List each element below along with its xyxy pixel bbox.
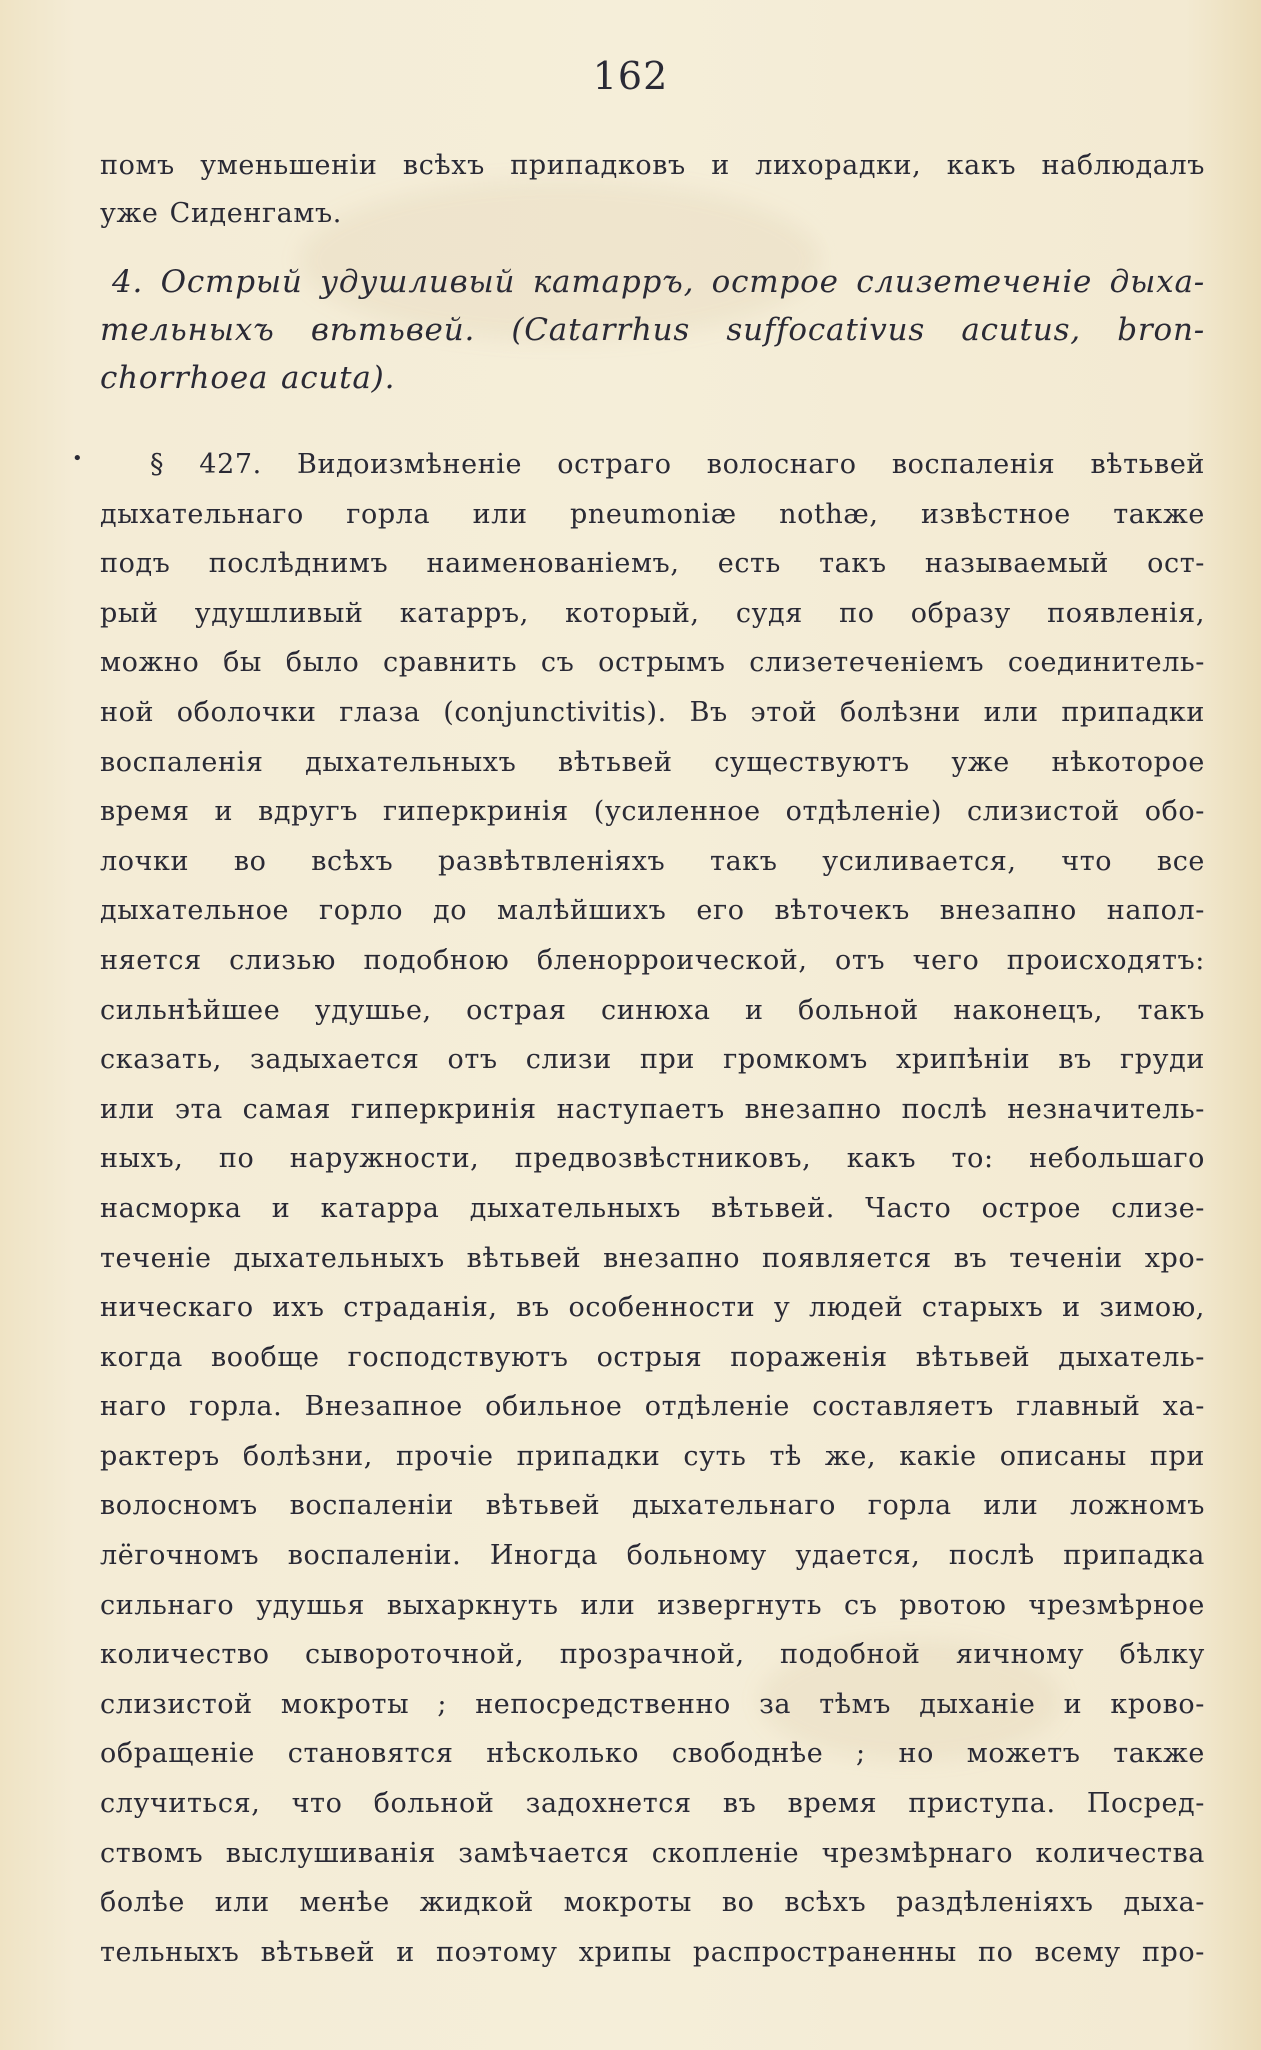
text-line: ныхъ, по наружности, предвозвѣстниковъ, какъ то: небольшаго	[100, 1143, 1205, 1175]
heading-line: тельныхъ вѣтьвей. (Catarrhus suffocativus acutus, bron-	[100, 312, 1205, 348]
text-line: количество сывороточной, прозрачной, подобной яичному бѣлку	[100, 1639, 1205, 1671]
text-line: подъ послѣднимъ наименованіемъ, есть такъ называемый ост-	[100, 548, 1205, 580]
continuation-text	[100, 142, 1205, 238]
text-line: тельныхъ вѣтьвей и поэтому хрипы распространенны по всему про-	[100, 1936, 1205, 1968]
text-line: сказать, задыхается отъ слизи при громкомъ хрипѣніи въ груди	[100, 1044, 1205, 1076]
text-line: болѣе или менѣе жидкой мокроты во всѣхъ раздѣленіяхъ дыха-	[100, 1887, 1205, 1919]
text-line: случиться, что больной задохнется въ время приступа. Посред-	[100, 1788, 1205, 1820]
margin-mark: •	[72, 448, 83, 469]
text-line: волосномъ воспаленіи вѣтьвей дыхательнаго горла или ложномъ	[100, 1490, 1205, 1522]
text-line: насморка и катарра дыхательныхъ вѣтьвей. Часто острое слизе-	[100, 1192, 1205, 1224]
text-line: рактеръ болѣзни, прочіе припадки суть тѣ же, какіе описаны при	[100, 1440, 1205, 1472]
text-line: рый удушливый катарръ, который, судя по образу появленія,	[100, 597, 1205, 629]
text-line: или эта самая гиперкринія наступаетъ внезапно послѣ незначитель-	[100, 1093, 1205, 1125]
text-line: сильнаго удушья выхаркнуть или извергнуть съ рвотою чрезмѣрное	[100, 1589, 1205, 1621]
text-line: наго горла. Внезапное обильное отдѣленіе составляетъ главный ха-	[100, 1391, 1205, 1423]
text-line: когда вообще господствуютъ острыя пораженія вѣтьвей дыхатель-	[100, 1341, 1205, 1373]
text-line: уже Сиденгамъ.	[100, 198, 342, 229]
text-line: дыхательнаго горла или pneumoniæ nothæ, извѣстное также	[100, 498, 1205, 530]
text-line: лёгочномъ воспаленіи. Иногда больному удается, послѣ припадка	[100, 1540, 1205, 1572]
text-line: помъ уменьшеніи всѣхъ припадковъ и лихорадки, какъ наблюдалъ	[100, 150, 1205, 181]
text-line: ническаго ихъ страданія, въ особенности у людей старыхъ и зимою,	[100, 1292, 1205, 1324]
text-line: дыхательное горло до малѣйшихъ его вѣточекъ внезапно напол-	[100, 895, 1205, 927]
text-line: можно бы было сравнить съ острымъ слизетеченіемъ соединитель-	[100, 647, 1205, 679]
text-line: сильнѣйшее удушье, острая синюха и больной наконецъ, такъ	[100, 994, 1205, 1026]
heading-line: 4. Острый удушливый катарръ, острое слизетеченіе дыха-	[112, 264, 1205, 300]
heading-line: chorrhoea acuta).	[100, 360, 396, 396]
text-line: ной оболочки глаза (conjunctivitis). Въ этой болѣзни или припадки	[100, 696, 1205, 728]
page-number: 162	[592, 54, 669, 98]
text-line: ствомъ выслушиванія замѣчается скопленіе чрезмѣрнаго количества	[100, 1837, 1205, 1869]
text-line: обращеніе становятся нѣсколько свободнѣе ; но можетъ также	[100, 1738, 1205, 1770]
section-heading	[100, 258, 1205, 402]
text-line: лочки во всѣхъ развѣтвленіяхъ такъ усиливается, что все	[100, 845, 1205, 877]
text-line: § 427. Видоизмѣненіе остраго волоснаго воспаленія вѣтьвей	[150, 449, 1205, 480]
text-line: няется слизью подобною бленорроической, отъ чего происходятъ:	[100, 944, 1205, 976]
text-line: воспаленія дыхательныхъ вѣтьвей существуютъ уже нѣкоторое	[100, 746, 1205, 778]
text-line: теченіе дыхательныхъ вѣтьвей внезапно появляется въ теченіи хро-	[100, 1242, 1205, 1274]
text-line: время и вдругъ гиперкринія (усиленное отдѣленіе) слизистой обо-	[100, 796, 1205, 828]
paragraph-427	[100, 440, 1205, 1977]
text-line: слизистой мокроты ; непосредственно за тѣмъ дыханіе и крово-	[100, 1688, 1205, 1720]
